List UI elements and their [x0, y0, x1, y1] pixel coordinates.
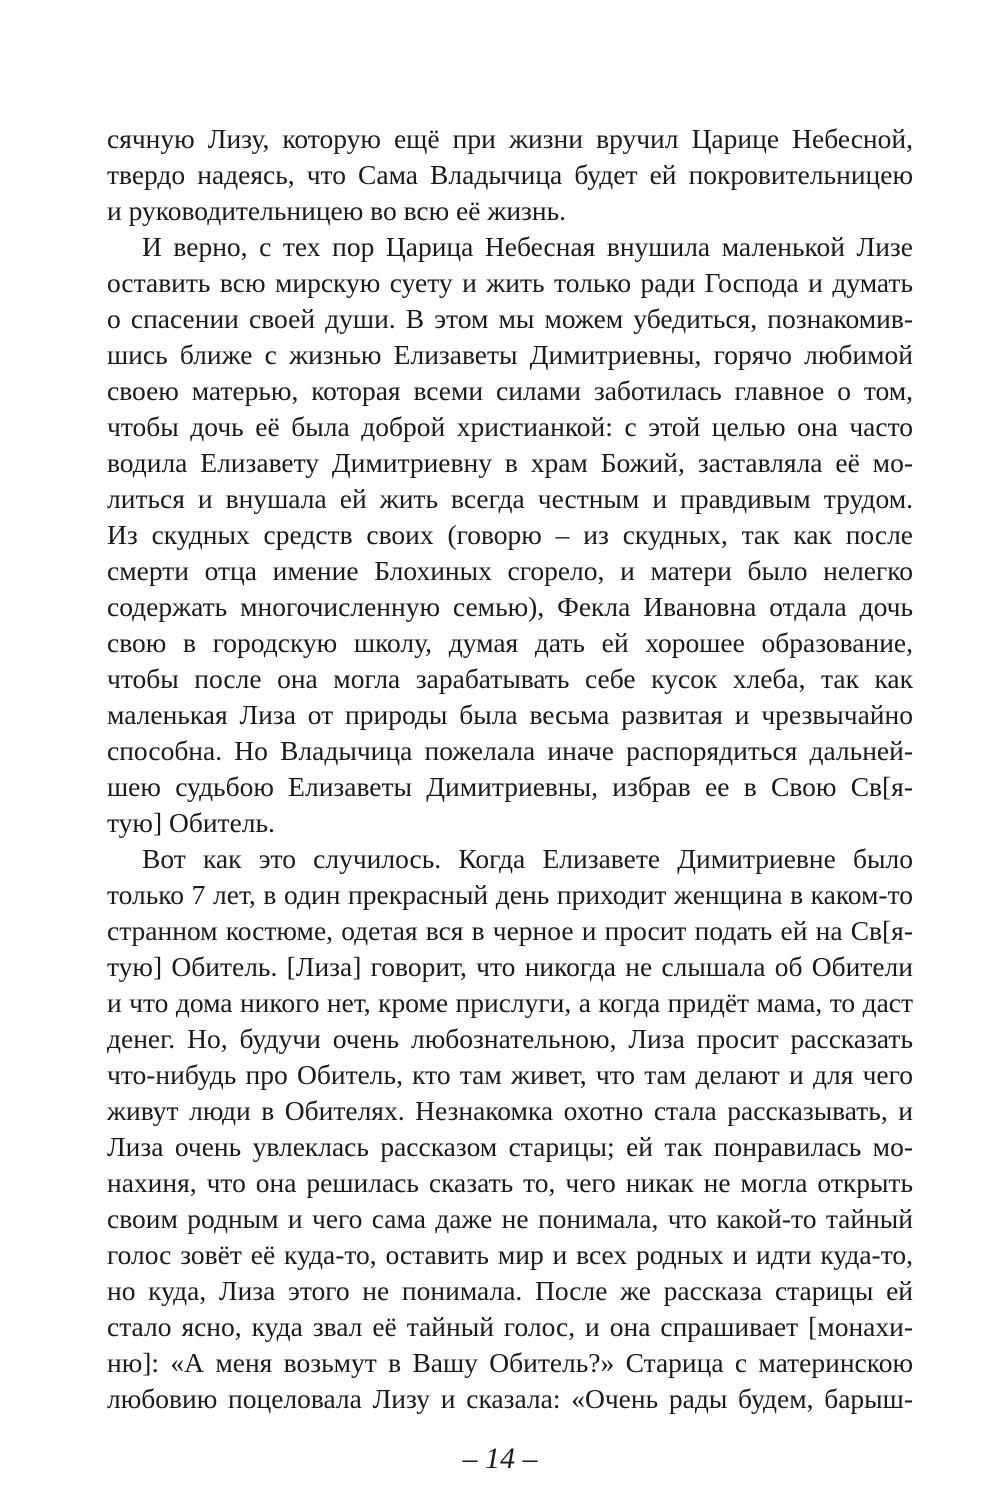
text-line-11: литься и внушала ей жить всегда честным и правдивым трудом. — [107, 483, 913, 514]
text-line-33: но куда, Лиза этого не понимала. После же рассказа старицы ей — [107, 1275, 913, 1306]
text-line-5: оставить всю мирскую суету и жить только ради Господа и думать — [107, 267, 913, 298]
text-line-2: твердо надеясь, что Сама Владычица будет ей покровительницею — [107, 159, 913, 190]
text-line-7: шись ближе с жизнью Елизаветы Димитриевны, горячо любимой — [107, 339, 913, 370]
text-line-4: И верно, с тех пор Царица Небесная внушила маленькой Лизе — [142, 231, 913, 262]
text-line-19: шею судьбою Елизаветы Димитриевны, избрав ее в Свою Св[я- — [107, 771, 913, 802]
text-line-29: Лиза очень увлеклась рассказом старицы; ей так понравилась мо- — [107, 1131, 913, 1162]
text-line-16: чтобы после она могла зарабатывать себе кусок хлеба, так как — [107, 663, 913, 694]
text-line-35: ню]: «А меня возьмут в Вашу Обитель?» Старица с материнскою — [107, 1347, 913, 1378]
text-line-21: Вот как это случилось. Когда Елизавете Димитриевне было — [142, 843, 913, 874]
text-line-10: водила Елизавету Димитриевну в храм Божий, заставляла её мо- — [107, 447, 913, 478]
text-line-12: Из скудных средств своих (говорю – из скудных, так как после — [107, 519, 913, 550]
text-line-32: голос зовёт её куда-то, оставить мир и всех родных и идти куда-то, — [107, 1239, 913, 1270]
text-line-14: содержать многочисленную семью), Фекла Ивановна отдала дочь — [107, 591, 913, 622]
text-line-3: и руководительницею во всю её жизнь. — [107, 195, 567, 226]
text-line-24: тую] Обитель. [Лиза] говорит, что никогда не слышала об Обители — [107, 951, 913, 982]
text-line-17: маленькая Лиза от природы была весьма развитая и чрезвычайно — [107, 699, 913, 730]
text-line-1: сячную Лизу, которую ещё при жизни вручил Царице Небесной, — [107, 123, 913, 154]
text-line-25: и что дома никого нет, кроме прислуги, а когда придёт мама, то даст — [107, 987, 913, 1018]
text-line-28: живут люди в Обителях. Незнакомка охотно стала рассказывать, и — [107, 1095, 913, 1126]
text-line-18: способна. Но Владычица пожелала иначе распорядиться дальней- — [107, 735, 913, 766]
text-line-22: только 7 лет, в один прекрасный день приходит женщина в каком-то — [107, 879, 913, 910]
text-line-23: странном костюме, одетая вся в черное и просит подать ей на Св[я- — [107, 915, 913, 946]
page-number: – 14 – — [462, 1442, 538, 1475]
text-line-27: что-нибудь про Обитель, кто там живет, что там делают и для чего — [107, 1059, 913, 1090]
text-line-26: денег. Но, будучи очень любознательною, Лиза просит рассказать — [107, 1023, 913, 1054]
text-line-15: свою в городскую школу, думая дать ей хорошее образование, — [107, 627, 913, 658]
text-line-34: стало ясно, куда звал её тайный голос, и она спрашивает [монахи- — [107, 1311, 913, 1342]
text-line-31: своим родным и чего сама даже не понимала, что какой-то тайный — [107, 1203, 913, 1234]
text-line-30: нахиня, что она решилась сказать то, чего никак не могла открыть — [107, 1167, 913, 1198]
text-line-13: смерти отца имение Блохиных сгорело, и матери было нелегко — [107, 555, 913, 586]
text-line-6: о спасении своей души. В этом мы можем убедиться, познакомив- — [107, 303, 913, 334]
text-line-8: своею матерью, которая всеми силами заботилась главное о том, — [107, 375, 913, 406]
text-line-20: тую] Обитель. — [107, 807, 275, 838]
text-line-36: любовию поцеловала Лизу и сказала: «Очень рады будем, барыш- — [107, 1383, 913, 1414]
text-line-9: чтобы дочь её была доброй христианкой: с этой целью она часто — [107, 411, 913, 442]
